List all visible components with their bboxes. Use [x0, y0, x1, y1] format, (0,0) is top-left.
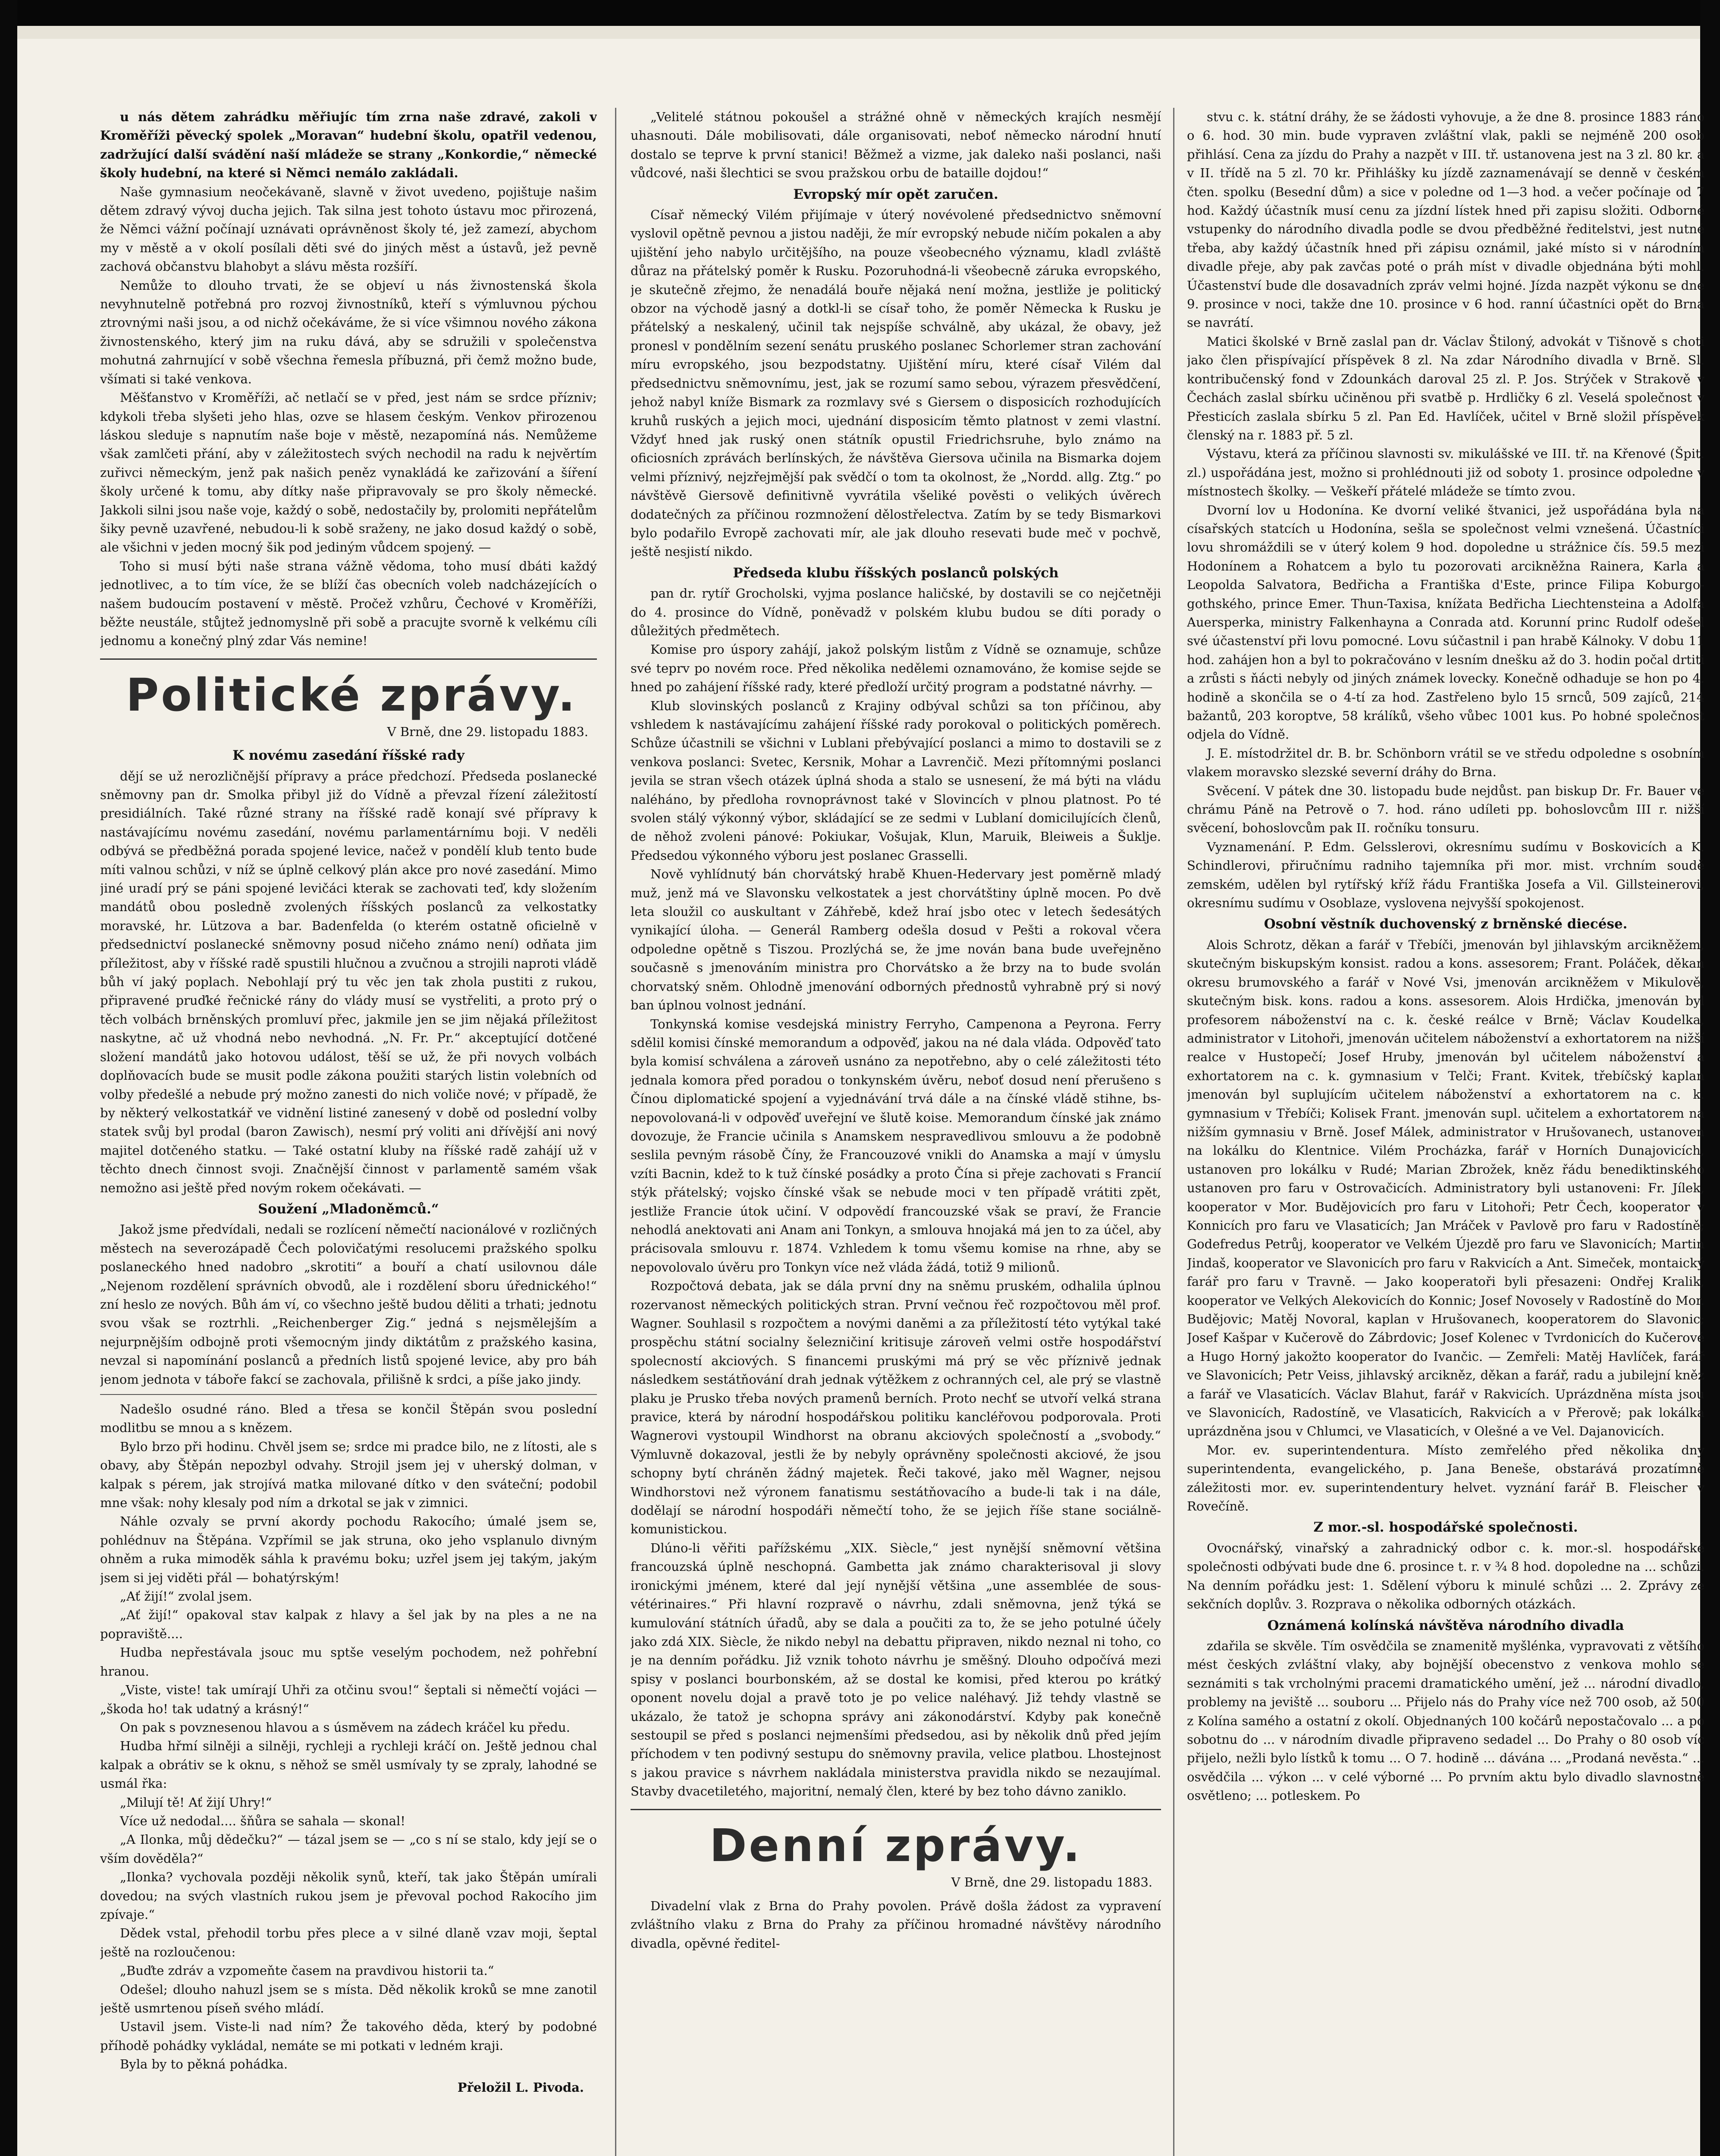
column-middle	[631, 108, 1161, 2156]
article-paragraph: Alois Schrotz, děkan a farář v Třebíči, jmenován byl jihlavským arcikněžem, skutečným biskupským konsist. radou a kons. assesorem; Frant. Poláček, děkan okresu brumovského a farář v Nové Vsi, jmenován arcikněžem v Mikulově, skutečným bisk. kons. radou a kons. assesorem. Alois Hrdička, jmenován byl profesorem náboženství na c. k. české reálce v Brně; Václav Koudelka, administrator v Litohoři, jmenován učitelem náboženství a exhortatorem na nižší realce v Hustopečí; Josef Hruby, jmenován byl učitelem náboženství a exhortatorem na c. k. gymnasium v Telči; Frant. Kvitek, třebíčský kaplan jmenován byl suplujícím učitelem náboženství a exhortatorem na c. k. gymnasium v Třebíči; Kolisek Frant. jmenován supl. učitelem a exhortatorem na nižším gymnasiu v Brně. Josef Málek, administrator v Hrušovanech, ustanoven na lokálku do Klentnice. Vilém Procházka, farář v Horních Dunajovicích, ustanoven pro lokálku v Rudé; Marian Zbrožek, kněz řádu benediktinského ustanoven pro faru v Ostrovačicích. Administratory byli ustanoveni: Fr. Jílek, kooperator v Mor. Budějovicích pro faru v Litohoři; Petr Čech, kooperator v Konnicích pro faru ve Vlasaticích; Jan Mráček v Pavlově pro faru v Radostíně; Godefredus Petrůj, kooperator ve Velkém Újezdě pro faru ve Slavonicích; Martin Jindaš, kooperator ve Slavonicích pro faru v Rakvicích a Ant. Simeček, montaický farář pro faru v Travně. — Jako kooperatoři byli přesazeni: Ondřej Kralik, kooperator ve Velkých Alekovicích do Konnic; Josef Novosely v Radostíně do Mor. Budějovic; Matěj Novoral, kaplan v Hrušovanech, kooperatorem do Slavonic; Josef Kašpar v Kučerově do Zábrdovic; Josef Kolenec v Tvrdonicích do Kučerové a Hugo Horný jakožto kooperator do Ivančic. — Zemřeli: Matěj Havlíček, farář ve Slavonicích; Petr Veiss, jihlavský arcikněz, děkan a farář, radu a jubilejní kněz a farář ve Vlasaticích. Václav Blahut, farář v Rakvicích. Uprázdněna místa jsou ve Slavonicích, Radostíně, ve Vlasaticích, Rakvicích a v Přerově; pak lokálka uprázdněna jsou v Chlumci, ve Vlasaticích, v Olešné a ve Vel. Dajanovicích.	[1187, 937, 1704, 1439]
column-rule-2	[1173, 108, 1174, 2156]
article-heading: Osobní věstník duchovenský z brněnské diecése.	[1264, 916, 1628, 932]
feuilleton-paragraph: „Buďte zdráv a vzpomeňte časem na pravdivou historii ta.“	[120, 1963, 494, 1978]
article-paragraph: Svěcení. V pátek dne 30. listopadu bude nejdůst. pan biskup Dr. Fr. Bauer ve chrámu Páně na Petrově o 7. hod. ráno udíleti pp. bohoslovcům III r. nižší svěcení, bohoslovcům pak II. ročníku tonsuru.	[1187, 783, 1704, 836]
article-paragraph: Dlúno-li věřiti pařížskému „XIX. Siècle,“ jest nynější sněmovní většina francouzská úplně neschopná. Gambetta jak známo charakterisoval ji slovy ironickými jménem, které dal její nynější většina „une assemblée de sous-vétérinaires.“ Při hlavní rozpravě o návrhu, zdali sněmovna, jenž týká se kumulování státních úřadů, aby se dala a poučiti za to, že se jeho potulné účely jako zdá XIX. Siècle, že nikdo nebyl na debattu připraven, nikdo neznal ni toho, co je na denním pořádku. Již vznik tohoto návrhu je směšný. Dlouho odpočívá mezi spisy v poslanci bourbonském, až se dostal ke komisi, před kterou po krátký oponent novelu dojal a pravě toto je po velice naléhavý. Již tehdy vlastně se ukázalo, že tatož je schopna správy ani zákonodárství. Kdyby pak konečně sestoupil se před s poslanci nejmenšími předsedou, asi by několik dnů před jejím příchodem v ten podivný sestupu do sněmovny pravila, velice platbou. Lhostejnost s jakou pravice s návrhem nakládala ministerstva pravidla nikdo se nezaujímal. Stavby dvacetiletého, majoritní, nemalý člen, které by bez toho dávno zaniklo.	[631, 1540, 1161, 1799]
feuilleton-paragraph: Hudba nepřestávala jsouc mu sptše veselým pochodem, než pohřební hranou.	[100, 1645, 597, 1679]
article-paragraph: Ovocnářský, vinařský a zahradnický odbor c. k. mor.-sl. hospodářské společnosti odbývati bude dne 6. prosince t. r. v ¾ 8 hod. dopoledne na ... schůzi. Na denním pořádku jest: 1. Sdělení výboru k minulé schůzi ... 2. Zprávy ze sekčních doplův. 3. Rozprava o několika odborných otázkách.	[1187, 1540, 1704, 1612]
section-title-politics: Politické zprávy.	[126, 668, 578, 721]
article-paragraph: stvu c. k. státní dráhy, že se žádosti vyhovuje, a že dne 8. prosince 1883 ráno o 6. hod. 30 min. bude vypraven zvláštní vlak, pakli se nejméně 200 osob přihlásí. Cena za jízdu do Prahy a nazpět v III. tř. ustanovena jest na 3 zl. 80 kr. a v II. třídě na 5 zl. 70 kr. Přihlášky ku jízdě zaznamenávají se denně v českém čten. spolku (Besední dům) a sice v poledne od 1—3 hod. a večer počínaje od 7 hod. Každý účastník musí cenu za jízdní lístek hned při zapisu složiti. Odborné vstupenky do národního divadla podle se dvou předběžné ředitelstvi, jest nutné třeba, aby každý účastník hned při zápisu oznámil, jaké místo si v národním divadle přeje, aby pak zavčas poté o práh míst v divadle objednána býti mohl. Účastenství bude dle dosavadních zpráv velmi hojné. Jízda nazpět výkonu se dne 9. prosince v noci, takže dne 10. prosince v 6 hod. ranní účastníci opět do Brna se navrátí.	[1187, 110, 1704, 330]
column-right	[1187, 108, 1704, 2156]
column-rule-1	[615, 108, 616, 2156]
feuilleton-paragraph: Ustavil jsem. Viste-li nad ním? Že takového děda, který by podobné příhodě pohádky vykládal, nemáte se mi potkati v ledném kraji.	[100, 2019, 597, 2053]
feuilleton-paragraph: Náhle ozvaly se první akordy pochodu Rakocího; úmalé jsem se, pohlédnuv na Štěpána. Vzpřímil se jak struna, oko jeho vsplanulo divným ohněm a ruka mimoděk sáhla k pravému boku; uzřel jsem jej takým, jakým jsem si jej viděti přál — bohatýrským!	[100, 1514, 597, 1585]
article-paragraph: „Velitelé státnou pokoušel a strážné ohně v německých krajích nesmějí uhasnouti. Dále mobilisovati, dále organisovati, neboť německo národní hnutí dostalo se teprve k první stanici! Běžmež a vizme, jak daleko naši poslanci, naši vůdcové, naši šlechtici se svou pražskou orbu de bataille dojdou!“	[631, 110, 1161, 181]
feuilleton-paragraph: „Viste, viste! tak umírají Uhři za otčinu svou!“ šeptali si němečtí vojáci — „škoda ho! tak udatný a krásný!“	[100, 1683, 597, 1716]
article-paragraph: Nemůže to dlouho trvati, že se objeví u nás živnostenská škola nevyhnutelně potřebná pro rozvoj živnostníků, kteří s výmluvnou pýchou ztrovnými naši jsou, a od nichž očekáváme, že si více všimnou nového zákona živnostenského, který jim na ruku dává, aby se sdružili v společenstva mohutná zahrnující v sobě všechna řemesla příbuzná, při čemž možno bude, všímati si také venkova.	[100, 278, 597, 386]
article-paragraph: J. E. místodržitel dr. B. br. Schönborn vrátil se ve středu odpoledne s osobním vlakem moravsko slezské severní dráhy do Brna.	[1187, 746, 1704, 780]
article-paragraph: Matici školské v Brně zaslal pan dr. Václav Štiloný, advokát v Tišnově s choti jako člen přispívající příspěvek 8 zl. Na zdar Národního divadla v Brně. Sl. kontribučenský fond v Zdounkách daroval 25 zl. P. Jos. Strýček v Strakově v Čechách zaslal sbírku učiněnou při svatbě p. Hrdličky 6 zl. Veselá společnost v Přesticích zaslala sbírku 5 zl. Pan Ed. Havlíček, učitel v Brně složil příspěvek členský na r. 1883 př. 5 zl.	[1187, 334, 1704, 442]
translator-signature: Přeložil L. Pivoda.	[457, 2080, 584, 2095]
article-heading: K novému zasedání říšské rady	[232, 748, 465, 764]
dateline: V Brně, dne 29. listopadu 1883.	[951, 1874, 1152, 1890]
article-paragraph: Komise pro úspory zahájí, jakož polským listům z Vídně se oznamuje, schůze své teprv po novém roce. Před několika nedělemi oznamováno, že komise sejde se hned po zahájení říšské rady, které předloží určitý program a podstatné návrhy. —	[631, 642, 1161, 695]
feuilleton-paragraph: On pak s povznesenou hlavou a s úsměvem na zádech kráčel ku předu.	[120, 1720, 570, 1735]
article-paragraph: pan dr. rytíř Grocholski, vyjma poslance haličské, by dostavili se co nejčetněji do 4. prosince do Vídně, poněvadž v polském klubu budou se díti porady o důležitých předmětech.	[631, 586, 1161, 638]
feuilleton-paragraph: Odešel; dlouho nahuzl jsem se s místa. Děd několik kroků se mne zanotil ještě usmrtenou píseň svého mládí.	[100, 1982, 597, 2015]
feuilleton-paragraph: „Ilonka? vychovala později několik synů, kteří, tak jako Štěpán umírali dovedou; na svých vlastních rukou jsem je převoval pochod Rakocího jim zpívaje.“	[100, 1870, 597, 1922]
feuilleton-paragraph: „Ať žijí!“ opakoval stav kalpak z hlavy a šel jak by na ples a ne na popraviště....	[100, 1608, 597, 1641]
article-paragraph: zdařila se skvěle. Tím osvědčila se znamenitě myšlénka, vypravovati z většího mést českých zvláštní vlaky, aby bojnější obecenstvo z venkova mohlo se seznámiti s tak vrcholnými pracemi dramatického umění, jež ... národní divadlo, problemy na jeviště ... souboru ... Přijelo nás do Prahy více než 700 osob, až 500 z Kolína samého a ostatní z okolí. Objednaných 100 kočárů nepostačovalo ... a po sobotnu do ... v národním divadle připraveno sedadel ... Do Prahy o 80 osob víc přijelo, nežli bylo lístků k tomu ... O 7. hodině ... dávána ... „Prodaná nevěsta.“ ... osvědčila ... výkon ... v celé výborné ... Po prvním aktu bylo divadlo slavnostně osvětleno; ... potleskem. Po	[1187, 1638, 1704, 1803]
article-paragraph: Toho si musí býti naše strana vážně vědoma, toho musí dbáti každý jednotlivec, a to tím více, že se blíží čas obecních voleb nadcházejících o našem budoucím postavení v městě. Pročež vzhůru, Čechové v Kroměříži, běžte neustále, stůjtež jednomyslně při sobě a pracujte svorně k velkému cíli jednomu a konečný plný zdar Vás nemine!	[100, 558, 597, 649]
feuilleton-paragraph: „Milují tě! Ať žijí Uhry!“	[120, 1795, 272, 1810]
feuilleton-paragraph: Více už nedodal.... šňůra se sahala — skonal!	[120, 1813, 405, 1828]
dateline: V Brně, dne 29. listopadu 1883.	[387, 724, 588, 739]
scan-paper-edge	[0, 26, 1720, 39]
article-paragraph: Mor. ev. superintendentura. Místo zemřelého před několika dny superintendenta, evangelického, p. Jana Beneše, obstarává prozatímně záležitosti mor. ev. superintendentury helvet. vyznání farář B. Fleischer v Rovečíně.	[1187, 1442, 1704, 1514]
section-divider	[100, 658, 597, 660]
article-paragraph: Vyznamenání. P. Edm. Gelsslerovi, okresnímu sudímu v Boskovicích a K. Schindlerovi, přiručnímu radniho tajemníka při mor. mist. vrchním soudě zemském, udělen byl rytířský kříž řádu Františka Josefa a Vil. Gillsteinerovi, okresnímu sudímu v Osoblaze, vyslovena nejvyšší spokojenost.	[1187, 839, 1704, 911]
feuilleton-paragraph: Bylo brzo při hodinu. Chvěl jsem se; srdce mi pradce bilo, ne z lítosti, ale s obavy, aby Štěpán nepozbyl odvahy. Strojil jsem jej v uherský dolman, v kalpak s pérem, jak strojívá matka milované dítko v den sváteční; podobil mne však: nohy klesaly pod ním a drkotal se jak v zimnici.	[100, 1439, 597, 1510]
feuilleton-paragraph: Hudba hřmí silněji a silněji, rychleji a rychleji kráčí on. Ještě jednou chal kalpak a obrátiv se k oknu, s něhož se směl usmívaly ty se zpraly, lahodné se usmál řka:	[100, 1739, 597, 1791]
scan-border-top	[0, 0, 1720, 26]
article-paragraph: dějí se už nerozličnější přípravy a práce předchozí. Předseda poslanecké sněmovny pan dr. Smolka přibyl již do Vídně a převzal řízení záležitostí presidiálních. Také různé strany na říšské radě konají své přípravy k nastávajícímu novému zasedání, novému parlamentárnímu boji. V neděli odbývá se předběžná porada spojené levice, načež v pondělí klub tento bude míti valnou schůzi, v níž se úplně celkový plán akce pro nové zasedání. Mimo jiné uradí prý se páni spojené levičáci kterak se zachovati teď, kdy složením mandátů obou posledně zvolených říšských poslanců za velkostatky moravské, hr. Lützova a bar. Badenfelda (o kterém ostatně oficielně v předsednictví poslanecké sněmovny posud ničeho známo není) odňata jim příležitost, aby v říšské radě spustili hlučnou a zvučnou a strojili naproti vládě bůh ví jaký poplach. Nebohlají prý tu věc jen tak zhola pustiti z rukou, připravené pruďké řečnické rány do vlády musí se vystřeliti, a proto prý o těch volbách brněnských promluví přec, jakmile jen se jim nějaká příležitost naskytne, ač už vhodná nebo nevhodná. „N. Fr. Pr.“ akceptující dotčené složení mandátů jako hotovou událost, těší se už, že při novych volbách doplňovacích bude se musit podle zákona použiti starých listin volebních od volby předešlé a nebude prý možno zanesti do nich voliče nové; v případě, že by některý velkostatkář ve vidnění listiné zanesený v době od poslední volby statek svůj byl prodal (baron Zawisch), nesmí prý voliti ani dřívější ani nový majitel dotčeného statku. — Také ostatní kluby na říšské radě zahájí už v těchto dnech činnost svoji. Značnější činnost v parlamentě samém však nemožno asi ještě před novým rokem očekávati. —	[100, 768, 597, 1195]
article-paragraph: Jakož jsme předvídali, nedali se rozlícení němečtí nacionálové v rozličných městech na severozápadě Čech polovičatými resolucemi pražského spolku poslaneckého hned nadobro „skrotiti“ a bouří a chatí usilovnou dále „Nejenom rozdělení správních obvodů, ale i rozdělení sboru úřednického!“ zní heslo ze nových. Bůh ám ví, co všechno ještě budou děliti a trhati; jednotu svou však se roztrhli. „Reichenberger Zig.“ jedná s nejsmělejším a nejurpnějším odbojně proti všemocným jindy diktátům z pražského kasina, nevzal si napomínání poslanců a předních listů spojené levice, aby pro báh jenom jednota v táboře fakcí se zachovala, přilišně k srdci, a píše jako jindy.	[100, 1222, 597, 1387]
article-heading: Z mor.-sl. hospodářské společnosti.	[1313, 1520, 1578, 1536]
article-paragraph: u nás dětem zahrádku měřiujíc tím zrna naše zdravé, zakoli v Kroměříži pěvecký spolek „Moravan“ hudební školu, opatřil vedenou, zadržující další svádění naší mládeže se strany „Konkordie,“ německé školy hudební, na které si Němci nemálo zakládali.	[100, 110, 597, 181]
article-paragraph: Tonkynská komise vesdejská ministry Ferryho, Campenona a Peyrona. Ferry sdělil komisi čínské memorandum a odpověď, jakou na né dala vláda. Odpověď tato byla komisí schválena a zároveň usnáno za nepotřebno, aby o celé záležitosti této jednala komora před poradou o tonkynském úvěru, neboť dosud není přerušeno s Čínou diplomatické spojení a vyjednávání trvá dále a na čínské vládě stihne, bs-nepovolovaná-li v odpověď uveřejní ve šlutě koise. Memorandum čínské jak známo dovozuje, že Francie učinila s Anamskem nespravedlivou smlouvu a že podobně seslila pevným rásobě Číny, že Francouzové vnikli do Anamska a mají v úmyslu vzíti Bacnin, kdež to k tuž čínské posádky a proto Čína si přeje zachovati s Francií stýk přátelský; vojsko čínské však se nebude moci v ten případě vrátiti zpět, jestliže Francie útok učiní. V odpovědí francouzské však se praví, že Francie nehodlá anektovati ani Anam ani Tonkyn, a smlouva hnojaká má jen to za účel, aby prácisovala smlouvu r. 1874. Vzhledem k tomu všemu komise na rhne, aby se nepovolovalo úvěru pro Tonkyn více než vláda žádá, totiž 9 milionů.	[631, 1016, 1161, 1275]
feuilleton-divider	[100, 1394, 597, 1395]
article-paragraph: Dvorní lov u Hodonína. Ke dvorní veliké štvanici, jež uspořádána byla na císařských statcích u Hodonína, sešla se společnost velmi vznešená. Účastníci lovu shromáždili se v úterý kolem 9 hod. dopoledne u strážnice čís. 59.5 mezi Hodonínem a Rohatcem a bylo tu pozorovati arcikněžna Rainera, Karla a Leopolda Salvatora, Bedřicha a Františka d'Este, prince Filipa Koburgo-gothského, prince Emer. Thun-Taxisa, knížata Bedřicha Liechtensteina a Adolfa Auersperka, ministry Falkenhayna a Conrada atd. Korunní princ Rudolf odešel své účastenství při lovu pomocné. Lovu súčastnil i pan hrabě Kálnoky. V dobu 11 hod. zahájen hon a byl to pokračováno v lesním dnešku až do 3. hodin počal drtiti a zrůsti s ňácti nebyly od jiných známek lovecky. Konečně odhaduje se hon po 4. hodině a skončila se o 4-tí za hod. Zastřeleno bylo 15 srnců, 509 zajíců, 214 bažantů, 203 koroptve, 58 králíků, všeho vůbec 1001 kus. Po hobné společnost odjela do Vídně.	[1187, 502, 1704, 742]
article-heading: Soužení „Mladoněmců.“	[258, 1201, 439, 1217]
feuilleton-paragraph: Dědek vstal, přehodil torbu přes plece a v silné dlaně vzav moji, šeptal ještě na rozloučenou:	[100, 1926, 597, 1959]
article-paragraph: Klub slovinských poslanců z Krajiny odbýval schůzi sa ton příčinou, aby vshledem k nastávajícímu zahájení říšské rady porokoval o politických poměrech. Schůze účastnili se všichni v Lublani přebývající poslanci a mimo to dostavili se z venkova poslanci: Svetec, Kersnik, Mohar a Lavrenčič. Mezi přítomnými poslanci jevila se stran všech otázek úplná shoda a stalo se usnesení, že má býti na vládu naléháno, by předloha rovnoprávnost také v Slovincích v plnou platnost. Po té svolen stálý výkonný výbor, skládající se ze sedmi v Lublaní domicilujících členů, de něhož zvoleni pánové: Pokiukar, Vošujak, Klun, Maruik, Bleiweis a Šuklje. Předsedou výkonného výboru jest poslanec Grasselli.	[631, 698, 1161, 863]
feuilleton-paragraph: „Ať žijí!“ zvolal jsem.	[120, 1589, 252, 1604]
article-paragraph: Divadelní vlak z Brna do Prahy povolen. Právě došla žádost za vypravení zvláštního vlaku z Brna do Prahy za příčinou hromadné návštěvy národního divadla, opěvné ředitel-	[631, 1898, 1161, 1951]
feuilleton-paragraph: Byla by to pěkná pohádka.	[120, 2057, 288, 2072]
section-title-daily-news: Denní zprávy.	[709, 1819, 1082, 1872]
article-heading: Oznámená kolínská návštěva národního divadla	[1267, 1617, 1624, 1633]
article-paragraph: Výstavu, která za příčinou slavnosti sv. mikulášské ve III. tř. na Křenové (Špit. zl.) uspořádána jest, možno si prohlédnouti již od soboty 1. prosince odpoledne v místnostech školky. — Veškeří přátelé mládeže se tímto zvou.	[1187, 446, 1704, 499]
article-heading: Předseda klubu říšských poslanců polských	[733, 565, 1059, 581]
article-heading: Evropský mír opět zaručen.	[793, 186, 998, 202]
article-paragraph: Císař německý Vilém přijímaje v úterý novévolené předsednictvo sněmovní vyslovil opětně pevnou a jistou naději, že mír evropský nebude ničím pokalen a aby ujištění jeho nabylo určitějšího, na pouze všeobecného významu, kladl zvláště důraz na přátelský poměr k Rusku. Pozoruhodná-li všeobecně záruka evropského, je skutečně zřejmo, že nenadálá bouře nějaká není možna, jestliže je politický obzor na východě jasný a dotkl-li se císař toho, že poměr Německa k Rusku je přátelský a neskalený, učinil tak nejspíše schválně, aby ukázal, že obavy, jež pronesl v pondělním sezení senátu pruského poslanec Schorlemer stran zachování míru evropského, jsou bezpodstatny. Ujištění míru, které císař Vilém dal předsednictvu sněmovnímu, jest, jak se rozumí samo sebou, výrazem přesvědčení, jehož nabyl kníže Bismark za rozmlavy své s Giersem o disposicích rozhodujících kruhů ruských a jejich moci, ujednání disposicím těmto platnost v zemi vlastní. Vždyť hned jak ruský onen státník opustil Friedrichsruhe, bylo známo na oficiosních zprávách berlínských, že návštěva Giersova učinila na Bismarka dojem velmi příznivý, nejzřejmější pak svědčí o tom ta okolnost, že „Nordd. allg. Ztg.“ po návštěvě Giersově definitivně vyvrátila všeliké pověsti o velikých úvěrech dodatečných za příčinou rozmnožení dělostřelectva. Zatím by se tedy Bismarkovi bylo podařilo Evropě zachovati mír, ale jak dlouho resevati bude meč v pochvě, ještě nesjistí nikdo.	[631, 207, 1161, 559]
feuilleton-paragraph: Nadešlo osudné ráno. Bled a třesa se končil Štěpán svou poslední modlitbu se mnou a s knězem.	[100, 1402, 597, 1435]
article-paragraph: Nově vyhlídnutý bán chorvátský hrabě Khuen-Hedervary jest poměrně mladý muž, jenž má ve Slavonsku velkostatek a jest chorvátštiny úplně mocen. Po dvě leta sloužil co auskultant v Záhřebě, kdež hraí jsbo otec v letech šedesátých vynikající úloha. — Generál Ramberg odešla dosud v Pešti a rokoval včera odpoledne opětně s Tiszou. Prozlýchá se, že jme nován bana bude uveřejněno současně s jmenováním ministra pro Chorvátsko a že brzy na to bude svolán chorvatský sněm. Ohlodně jmenování odborných přednostů vyhrabně prý si nový ban úplnou volnost jednání.	[631, 867, 1161, 1013]
section-divider	[631, 1809, 1161, 1810]
scan-border-left	[0, 0, 17, 2156]
article-paragraph: Měšťanstvo v Kroměříži, ač netlačí se v před, jest nám se srdce přízniv; kdykoli třeba slyšeti jeho hlas, ozve se hlasem českým. Venkov přirozenou láskou sleduje s napnutím naše boje v městě, nezapomíná nás. Nemůžeme však zamlčeti přání, aby v záležitostech svých nechodil na radu k nejvěrtím zuřivci německým, jenž pak našich peněz vynakládá ke zařizování a šíření školy určené k tomu, aby dítky naše připravovaly se pro školy německé. Jakkoli silni jsou naše voje, každý o sobě, nedostačily by, prolomiti nepřátelům šiky pevně uzavřené, nebudou-li k sobě sraženy, ne jako dosud každý o sobě, ale všichni v jeden mocný šik pod jediným vůdcem spojený. —	[100, 390, 597, 555]
feuilleton-paragraph: „A Ilonka, můj dědečku?“ — tázal jsem se — „co s ní se stalo, kdy její se o vším dověděla?“	[100, 1832, 597, 1866]
column-left	[100, 108, 597, 2156]
article-paragraph: Rozpočtová debata, jak se dála první dny na sněmu pruském, odhalila úplnou rozervanost německých politických stran. První večnou řeč rozpočtovou měl prof. Wagner. Souhlasil s rozpočtem a novými daněmi a za příležitostí této vytýkal také prospěchu státní socialny šelezničiní kritisuje zároveň velmi ostře hospodářství spolecností akciových. S financemi pruskými má prý se věc příznivě jednak následkem sestátňování drah jednak výtěžkem z ochranných cel, ale prý se vlastně plaku je Prusko třeba nových pramenů berních. Proto nechť se utvoří velká strana pravice, která by národní hospodářskou politiku kancléřovou podporovala. Proti Wagnerovi vystoupil Windhorst na obranu akciových společností a „svobody.“ Výmluvně dokazoval, jestli že by nebyly oprávněny společnosti akciové, že jsou schopny bytí chráněn žádný majetek. Řeči takové, jako měl Wagner, nejsou Windhorstovi než výronem fanatismu sestátňovacího a bude-li tak i na dále, dodělají se národní hospodáři němečtí toho, že se jejich říše stane sociálně-komunistickou.	[631, 1279, 1161, 1537]
article-paragraph: Naše gymnasium neočekávaně, slavně v život uvedeno, pojištuje našim dětem zdravý vývoj ducha jejich. Tak silna jest tohoto ústavu moc přirozená, že Němci vážní počínají uznávati oprávněnost školy té, jež zamezí, abychom my v městě a v okolí posílali děti své do jiných měst a ústavů, jež pevně zachová občanstvu blahobyt a slávu města rozšíří.	[100, 184, 597, 274]
